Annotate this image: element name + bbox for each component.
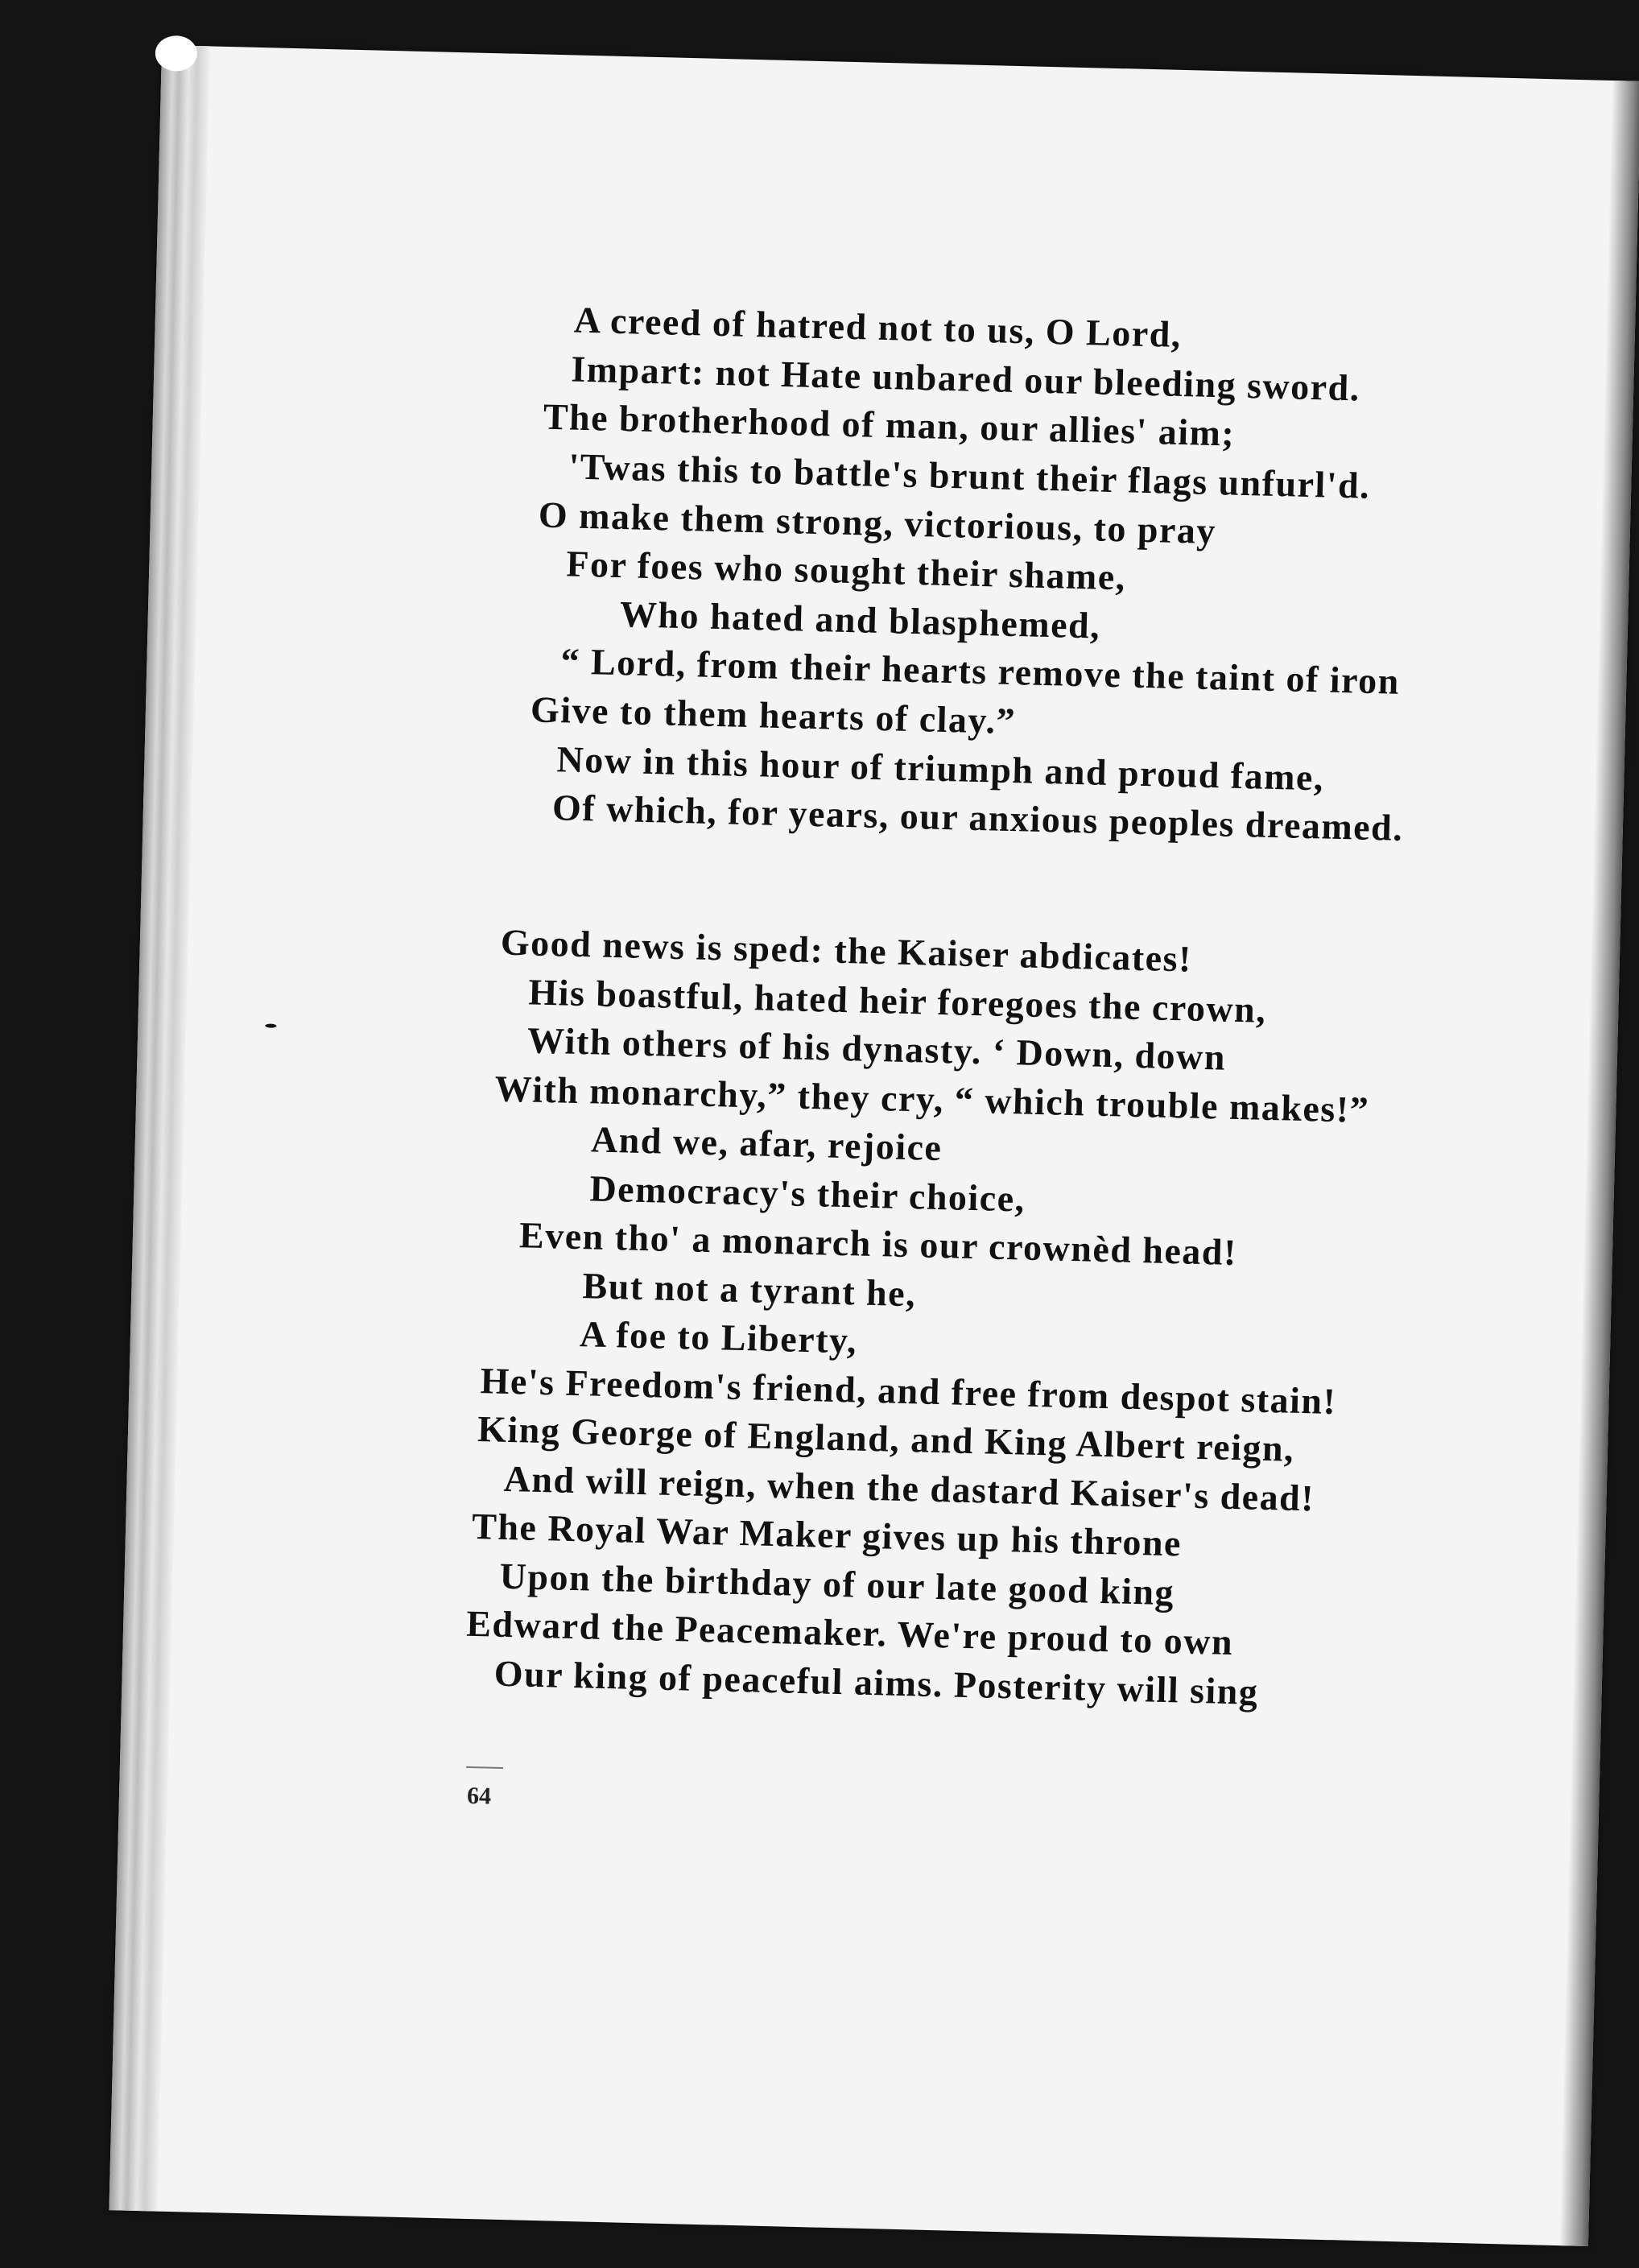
poem-line: He's Freedom's friend, and free from despot stain! (480, 1360, 1337, 1423)
poem-line: Of which, for years, our anxious peoples dreamed. (551, 787, 1404, 849)
poem-line: Impart: not Hate unbared our bleeding sword. (570, 348, 1361, 409)
poem-line: With monarchy,” they cry, “ which trouble makes!” (493, 1068, 1370, 1130)
poem-line: O make them strong, victorious, to pray (538, 494, 1217, 552)
poem-line: Good news is sped: the Kaiser abdicates! (500, 921, 1193, 980)
poem-line: The brotherhood of man, our allies' aim; (543, 395, 1236, 454)
poem-line: With others of his dynasty. ‘ Down, down (526, 1019, 1227, 1078)
book-page (109, 45, 1639, 2246)
poem-line: His boastful, hated heir foregoes the crown, (527, 971, 1267, 1031)
poem-line: Edward the Peacemaker. We're proud to own (465, 1602, 1234, 1663)
poem-line: Upon the birthday of our late good king (499, 1555, 1175, 1613)
poem-line: Who hated and blasphemed, (619, 593, 1101, 647)
poem-text (109, 45, 1639, 2246)
poem-line: King George of England, and King Albert reign, (477, 1408, 1295, 1469)
poem-line: 'Twas this to battle's brunt their flags unfurl'd. (568, 445, 1371, 506)
poem-line: Our king of peaceful aims. Posterity will sing (493, 1652, 1260, 1712)
poem-line: “ Lord, from their hearts remove the taint of iron (559, 640, 1401, 702)
poem-line: And we, afar, rejoice (590, 1118, 943, 1169)
scan-speck (265, 1023, 276, 1027)
poem-line: And will reign, when the dastard Kaiser's dead! (503, 1457, 1315, 1519)
poem-line: But not a tyrant he, (582, 1265, 917, 1315)
poem-line: Even tho' a monarch is our crownèd head! (518, 1214, 1238, 1274)
poem-line: Give to them hearts of clay.” (530, 688, 1017, 742)
poem-line: Now in this hour of triumph and proud fame, (555, 738, 1325, 799)
page-number: 64 (466, 1782, 492, 1810)
poem-line: A foe to Liberty, (579, 1313, 858, 1361)
footer-rule (466, 1766, 503, 1769)
poem-line: Democracy's their choice, (588, 1167, 1026, 1220)
poem-line: A creed of hatred not to us, O Lord, (573, 299, 1183, 355)
poem-line: For foes who sought their shame, (565, 543, 1127, 598)
poem-line: The Royal War Maker gives up his throne (471, 1505, 1183, 1564)
